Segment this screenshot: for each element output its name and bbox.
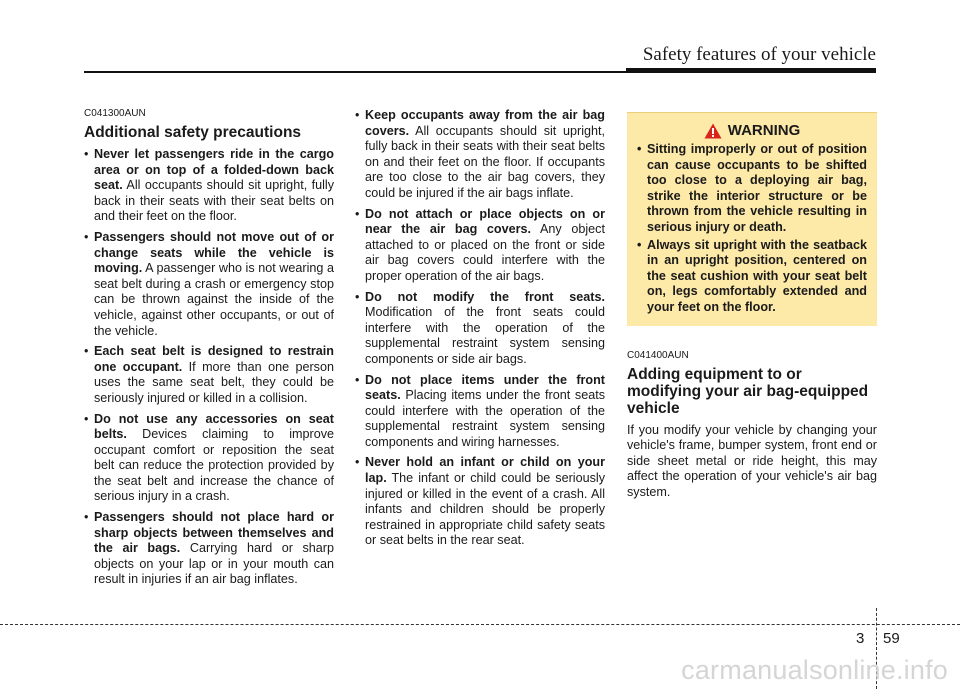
list-item: [355, 108, 605, 202]
warning-box: [627, 112, 877, 326]
list-item-lead: Do not attach or place objects on or near the air bag covers.: [365, 206, 605, 237]
list-item: [84, 510, 334, 588]
warning-triangle-icon: [704, 123, 722, 139]
page-number: 59: [883, 630, 900, 647]
precautions-list-continued: [355, 108, 605, 549]
warning-item: • Sitting improperly or out of position can cause occupants to be shifted too close to a deploying air bag, strike the interior structure or be thrown from the vehicle resulting in serious injury or death.: [637, 142, 867, 236]
section-paragraph: If you modify your vehicle by changing your vehicle's frame, bumper system, front end or side sheet metal or ride height, this may affect the operation of your vehicle's air bag system.: [627, 422, 877, 499]
column-right: [627, 112, 877, 501]
list-item-text: The infant or child could be seriously injured or killed in the event of a crash. All infants and children should be properly restrained in appropriate child safety seats or seat belts in the rear seat.: [365, 471, 605, 548]
section-code: C041400AUN: [627, 349, 689, 361]
list-item: [355, 373, 605, 451]
list-item: [355, 207, 605, 285]
column-left: [84, 108, 334, 593]
list-item-lead: Do not place items under the front seats.: [365, 372, 605, 403]
list-item-lead: Do not modify the front seats.: [365, 289, 605, 304]
list-item-text: A passenger who is not wearing a seat belt during a crash or emergency stop can be thrown against the inside of the vehicle, against other occupants, or out of the vehicle.: [94, 261, 334, 338]
header-title: Safety features of your vehicle: [642, 44, 876, 65]
list-item-lead: Never let passengers ride in the cargo area or on top of a folded-down back seat.: [94, 147, 334, 193]
list-item-lead: Each seat belt is designed to restrain one occupant.: [94, 344, 334, 374]
list-item: [84, 412, 334, 506]
precautions-list: [84, 147, 334, 588]
warning-heading: [637, 123, 867, 139]
list-item-text: Devices claiming to improve occupant comfort or reposition the seat belt can reduce the protection provided by the seat belt and increase the chance of serious injury in a crash.: [94, 427, 334, 504]
list-item-text: Modification of the front seats could interfere with the operation of the supplemental restraint system sensing components or side air bags.: [365, 305, 605, 366]
list-item-lead: Passengers should not place hard or sharp objects between themselves and the air bags.: [94, 510, 334, 556]
list-item-lead: Passengers should not move out of or change seats while the vehicle is moving.: [94, 229, 334, 276]
list-item-lead: Keep occupants away from the air bag covers.: [365, 108, 605, 138]
list-item-text: If more than one person uses the same seat belt, they could be seriously injured or killed in a collision.: [94, 359, 334, 405]
section-title: Adding equipment to or modifying your air bag-equipped vehicle: [627, 365, 869, 417]
list-item-lead: Never hold an infant or child on your lap.: [365, 455, 605, 486]
section-code: C041300AUN: [84, 108, 146, 119]
warning-heading-text: WARNING: [727, 122, 801, 140]
header-rule-accent: [626, 68, 876, 73]
list-item-text: Carrying hard or sharp objects on your lap or in your mouth can result in injuries if an air bag inflates.: [94, 541, 334, 587]
list-item-text: All occupants should sit upright, fully back in their seats with their seat belts on and their feet on the floor.: [94, 178, 334, 224]
warning-item: • Always sit upright with the seatback in an upright position, centered on the seat cushion with your seat belt on, legs comfortably extended and your feet on the floor.: [637, 238, 867, 316]
list-item-text: All occupants should sit upright, fully back in their seats with their seat belts on and their feet on the floor. If occupants are too close to the air bag covers, they could be injured if the air bags inflate.: [365, 123, 605, 200]
chapter-number: 3: [856, 630, 865, 647]
watermark: carmanualsonline.info: [681, 655, 948, 685]
list-item: [355, 290, 605, 368]
footer-rule: [0, 624, 960, 625]
column-middle: [355, 108, 605, 554]
warning-list: [637, 142, 867, 316]
list-item-text: Placing items under the front seats could interfere with the operation of the supplemental restraint system sensing components and wiring harnesses.: [365, 388, 605, 449]
list-item: [84, 230, 334, 339]
list-item-lead: Do not use any accessories on seat belts.: [94, 411, 334, 442]
list-item-text: Any object attached to or placed on the front or side air bag covers could interfere with the proper operation of the air bags.: [365, 222, 605, 283]
list-item: [84, 344, 334, 406]
list-item: [84, 147, 334, 225]
list-item: [355, 455, 605, 549]
section-title: Additional safety precautions: [84, 124, 302, 141]
